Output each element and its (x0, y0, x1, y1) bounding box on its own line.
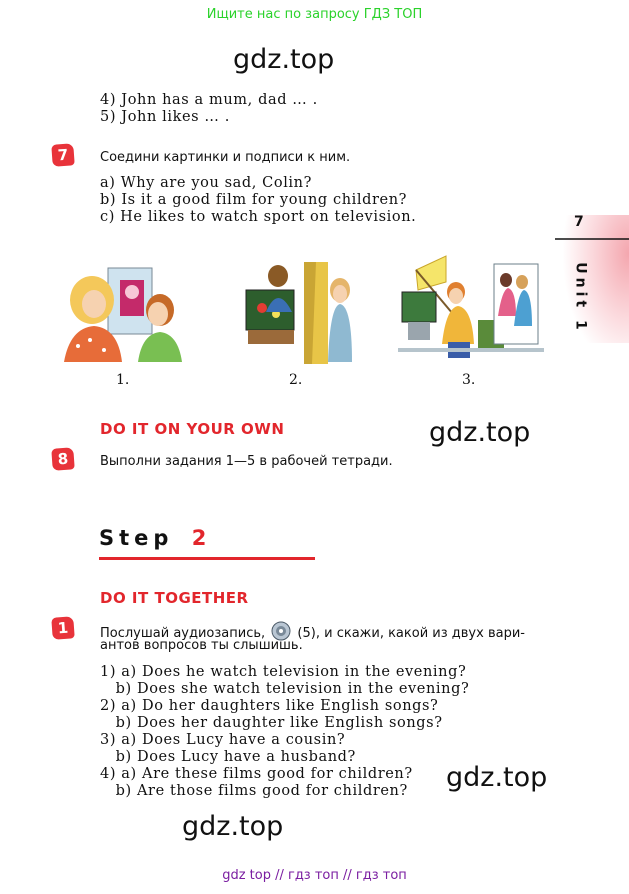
together-section-heading: DO IT TOGETHER (100, 589, 249, 607)
picture-2-tv-curtain (242, 262, 354, 364)
caption-a: a) Why are you sad, Colin? (100, 175, 312, 191)
intro-line-4: 4) John has a mum, dad … . (100, 92, 318, 108)
task-1-badge: 1 (51, 616, 74, 639)
audio-track-number: (5), (297, 626, 320, 641)
own-section-heading: DO IT ON YOUR OWN (100, 420, 285, 438)
task-1-instruction-part2: и скажи, какой из двух вари- (324, 626, 525, 641)
picture-3-sports-fan (398, 254, 544, 366)
question-1a: 1) a) Does he watch television in the evening? (100, 664, 467, 680)
question-3a: 3) a) Does Lucy have a cousin? (100, 732, 346, 748)
question-1b: b) Does she watch television in the evening? (100, 681, 470, 697)
picture-3-label: 3. (462, 372, 476, 388)
intro-line-5: 5) John likes … . (100, 109, 230, 125)
unit-label: Unit 1 (572, 262, 589, 334)
unit-side-tab (555, 215, 629, 343)
step-word: Step (99, 526, 174, 550)
picture-1-label: 1. (116, 372, 130, 388)
task-7-instruction: Соедини картинки и подписи к ним. (100, 150, 351, 165)
watermark-top: gdz.top (233, 44, 335, 75)
step-number: 2 (191, 526, 207, 550)
task-8-badge: 8 (51, 447, 74, 470)
caption-c: c) He likes to watch sport on television. (100, 209, 417, 225)
task-1-instruction-part1: Послушай аудиозапись, (100, 626, 266, 641)
task-1-instruction-line2: антов вопросов ты слышишь. (100, 638, 303, 653)
question-4b: b) Are those films good for children? (100, 783, 408, 799)
footer-links[interactable]: gdz top // гдз топ // гдз топ (222, 868, 407, 883)
picture-1-girls-with-poster (60, 262, 184, 364)
question-2a: 2) a) Do her daughters like English songs? (100, 698, 439, 714)
side-tab-background (555, 215, 629, 343)
step-title (99, 526, 206, 550)
question-3b: b) Does Lucy have a husband? (100, 749, 356, 765)
caption-b: b) Is it a good film for young children? (100, 192, 408, 208)
watermark-bottom: gdz.top (182, 811, 284, 842)
task-8-instruction: Выполни задания 1—5 в рабочей тетради. (100, 454, 393, 469)
step-underline (99, 557, 315, 560)
picture-2-label: 2. (289, 372, 303, 388)
page-number: 7 (574, 214, 584, 230)
search-banner: Ищите нас по запросу ГДЗ ТОП (206, 7, 423, 22)
watermark-lower-right: gdz.top (446, 762, 548, 793)
question-4a: 4) a) Are these films good for children? (100, 766, 413, 782)
question-2b: b) Does her daughter like English songs? (100, 715, 443, 731)
task-7-badge: 7 (51, 143, 74, 166)
watermark-middle: gdz.top (429, 417, 531, 448)
